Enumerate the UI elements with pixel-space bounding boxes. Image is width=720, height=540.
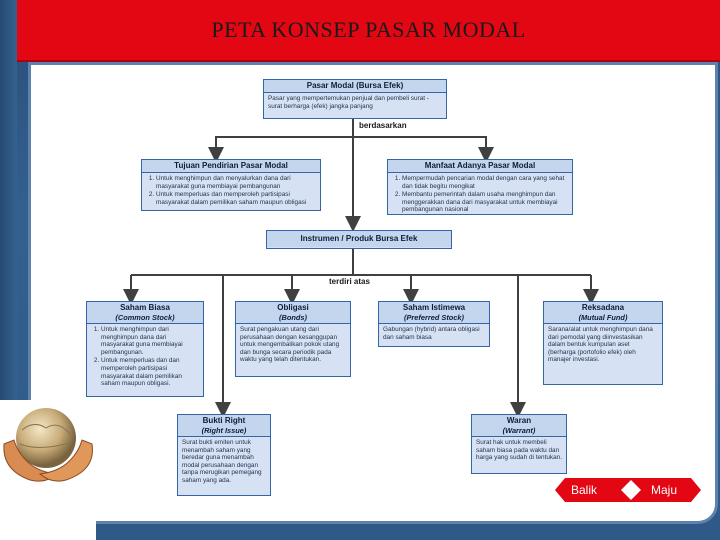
pasar-modal-desc: Pasar yang mempertemukan penjual dan pembeli surat - surat berharga (efek) jangka panjang	[268, 95, 429, 110]
instrumen-title: Instrumen / Produk Bursa Efek	[267, 231, 451, 247]
bukti-right-box	[177, 414, 271, 496]
tujuan-title: Tujuan Pendirian Pasar Modal	[142, 160, 320, 173]
manfaat-item: 1. Mempermudah pencarian modal dengan cara yang sehat dan tidak begitu mengikat	[402, 175, 568, 190]
next-button[interactable]: Maju	[651, 483, 678, 497]
obligasi-desc: Surat pengakuan utang dari perusahaan dengan kesanggupan untuk mengembalikan pokok utang dan bunga secara periodik pada waktu yang telah ditentukan.	[240, 326, 340, 364]
obligasi-subtitle: (Bonds)	[279, 313, 307, 322]
instrumen-box	[266, 230, 452, 249]
tujuan-item: 1. Untuk menghimpun dan menyalurkan dana dari masyarakat guna membiayai pembangunan	[156, 175, 316, 190]
concept-map-panel	[28, 62, 718, 524]
saham-biasa-title: Saham Biasa	[120, 303, 170, 312]
tujuan-item: 2. Untuk memperluas dan memperoleh partisipasi masyarakat dalam pemilikan saham maupun obligasi	[156, 191, 316, 206]
nav-buttons	[555, 476, 701, 504]
connector-label-berdasarkan: berdasarkan	[359, 121, 407, 130]
bukti-right-desc: Surat bukti emiten untuk menambah saham yang beredar guna menambah modal perusahaan dengan tanpa merugikan pemegang saham yang ada.	[182, 439, 262, 484]
saham-istimewa-desc: Gabungan (hybrid) antara obligasi dan saham biasa	[383, 326, 480, 341]
reksadana-desc: Sarana/alat untuk menghimpun dana dari pemodal yang diinvestasikan dalam bentuk kumpulan aset (berharga (portofolio efek) oleh manajer investasi.	[548, 326, 653, 364]
saham-biasa-box	[86, 301, 204, 397]
pasar-modal-box	[263, 79, 447, 119]
bukti-right-title: Bukti Right	[202, 416, 246, 425]
connector-lines	[31, 65, 718, 524]
back-button[interactable]: Balik	[571, 483, 598, 497]
page-title: PETA KONSEP PASAR MODAL	[211, 17, 526, 42]
reksadana-title: Reksadana	[581, 303, 625, 312]
title-bar	[17, 0, 720, 62]
waran-box	[471, 414, 567, 474]
saham-biasa-item: 2. Untuk memperluas dan dan memperoleh partisipasi masyarakat dalam pemilikan saham maupun obligasi.	[101, 357, 199, 387]
waran-subtitle: (Warrant)	[502, 426, 536, 435]
globe-hands-image	[0, 400, 96, 540]
manfaat-item: 2. Membantu pemerintah dalam usaha menghimpun dan menggerakkan dana dari masyarakat untuk membiayai pembangunan nasional	[402, 191, 568, 214]
saham-istimewa-title: Saham Istimewa	[402, 303, 466, 312]
globe-hands-icon	[0, 400, 96, 540]
bukti-right-subtitle: (Right Issue)	[201, 426, 247, 435]
obligasi-title: Obligasi	[277, 303, 309, 312]
saham-istimewa-box	[378, 301, 490, 347]
tujuan-box	[141, 159, 321, 211]
manfaat-box	[387, 159, 573, 215]
waran-title: Waran	[506, 416, 532, 425]
manfaat-title: Manfaat Adanya Pasar Modal	[388, 160, 572, 173]
obligasi-box	[235, 301, 351, 377]
pasar-modal-title: Pasar Modal (Bursa Efek)	[264, 80, 446, 93]
reksadana-subtitle: (Mutual Fund)	[578, 313, 628, 322]
saham-biasa-item: 1. Untuk menghimpun dari menghimpun dana dari masyarakat guna membiayai pembangunan.	[101, 326, 199, 356]
saham-biasa-subtitle: (Common Stock)	[115, 313, 175, 322]
reksadana-box	[543, 301, 663, 385]
saham-istimewa-subtitle: (Preferred Stock)	[404, 313, 464, 322]
waran-desc: Surat hak untuk membeli saham biasa pada waktu dan harga yang sudah di tentukan.	[476, 439, 562, 462]
connector-label-terdiri-atas: terdiri atas	[329, 277, 370, 286]
branch-berdasarkan	[216, 137, 486, 151]
